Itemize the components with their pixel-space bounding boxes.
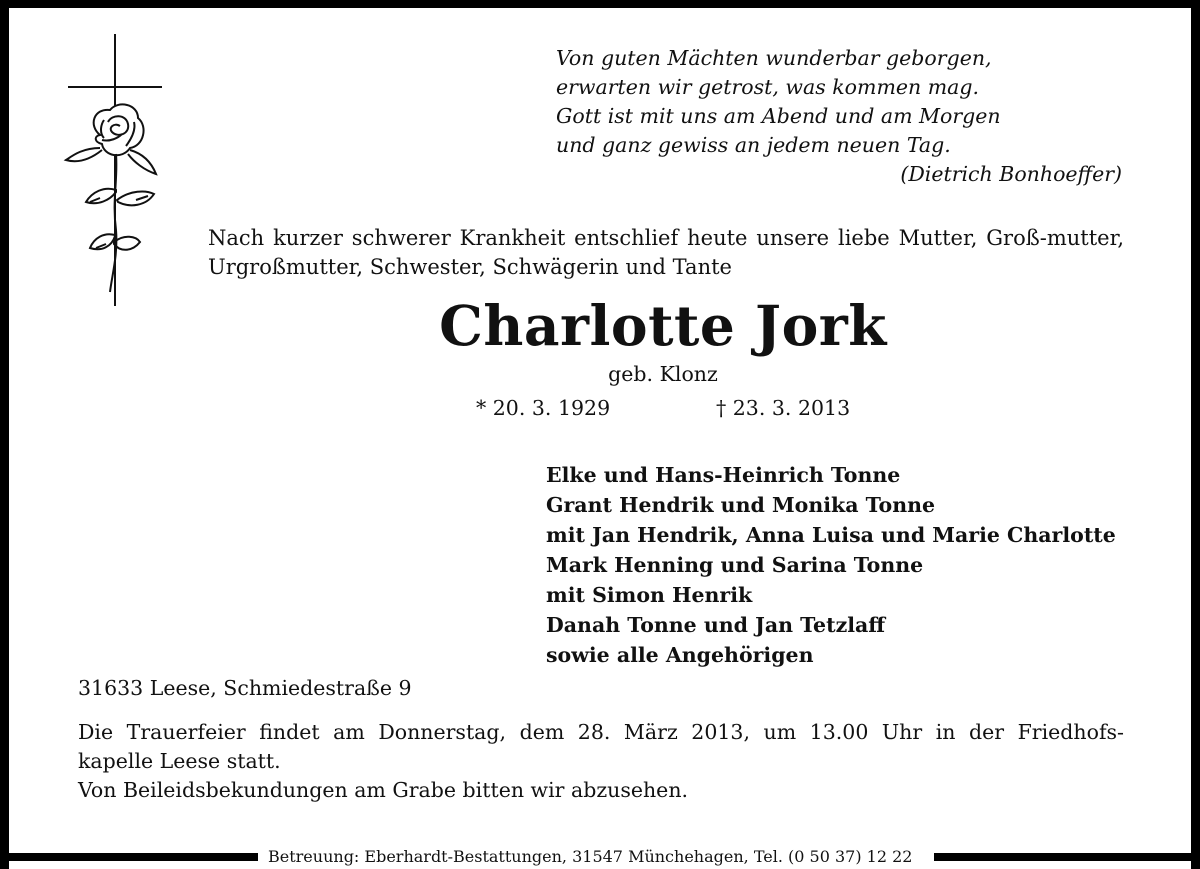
family-line: Mark Henning und Sarina Tonne (546, 553, 924, 577)
family-line: Danah Tonne und Jan Tetzlaff (546, 613, 886, 637)
deceased-name: Charlotte Jork (439, 293, 887, 358)
cross-with-rose-icon (60, 30, 180, 310)
family-line: mit Jan Hendrik, Anna Luisa und Marie Charlotte (546, 523, 1116, 547)
funeral-notice (78, 718, 1124, 805)
death-date: † 23. 3. 2013 (716, 396, 851, 420)
maiden-name: geb. Klonz (608, 362, 718, 386)
notice-line: Von Beileidsbekundungen am Grabe bitten wir abzusehen. (78, 778, 689, 802)
birth-date: * 20. 3. 1929 (476, 396, 611, 420)
notice-line: kapelle Leese statt. (78, 749, 281, 773)
footer-credit: Betreuung: Eberhardt-Bestattungen, 31547 Münchehagen, Tel. (0 50 37) 12 22 (268, 847, 913, 866)
footer-rule-left (0, 853, 258, 861)
family-line: sowie alle Angehörigen (546, 643, 814, 667)
family-line: Elke und Hans-Heinrich Tonne (546, 463, 901, 487)
intro-text: Nach kurzer schwerer Krankheit entschlief heute unsere liebe Mutter, Groß-mutter, Urgroßmutter, Schwester, Schwägerin und Tante (208, 226, 1124, 279)
footer-rule-right (934, 853, 1200, 861)
family-line: Grant Hendrik und Monika Tonne (546, 493, 936, 517)
poem (556, 44, 1122, 189)
poem-line: und ganz gewiss an jedem neuen Tag. (556, 133, 951, 157)
address: 31633 Leese, Schmiedestraße 9 (78, 676, 412, 700)
footer (0, 846, 1200, 869)
family-line: mit Simon Henrik (546, 583, 753, 607)
family-list (546, 460, 1146, 670)
poem-line: erwarten wir getrost, was kommen mag. (556, 75, 980, 99)
poem-author: (Dietrich Bonhoeffer) (900, 162, 1122, 186)
poem-line: Gott ist mit uns am Abend und am Morgen (556, 104, 1001, 128)
notice-line: Die Trauerfeier findet am Donnerstag, dem 28. März 2013, um 13.00 Uhr in der Friedhofs- (78, 720, 1124, 744)
poem-line: Von guten Mächten wunderbar geborgen, (556, 46, 992, 70)
